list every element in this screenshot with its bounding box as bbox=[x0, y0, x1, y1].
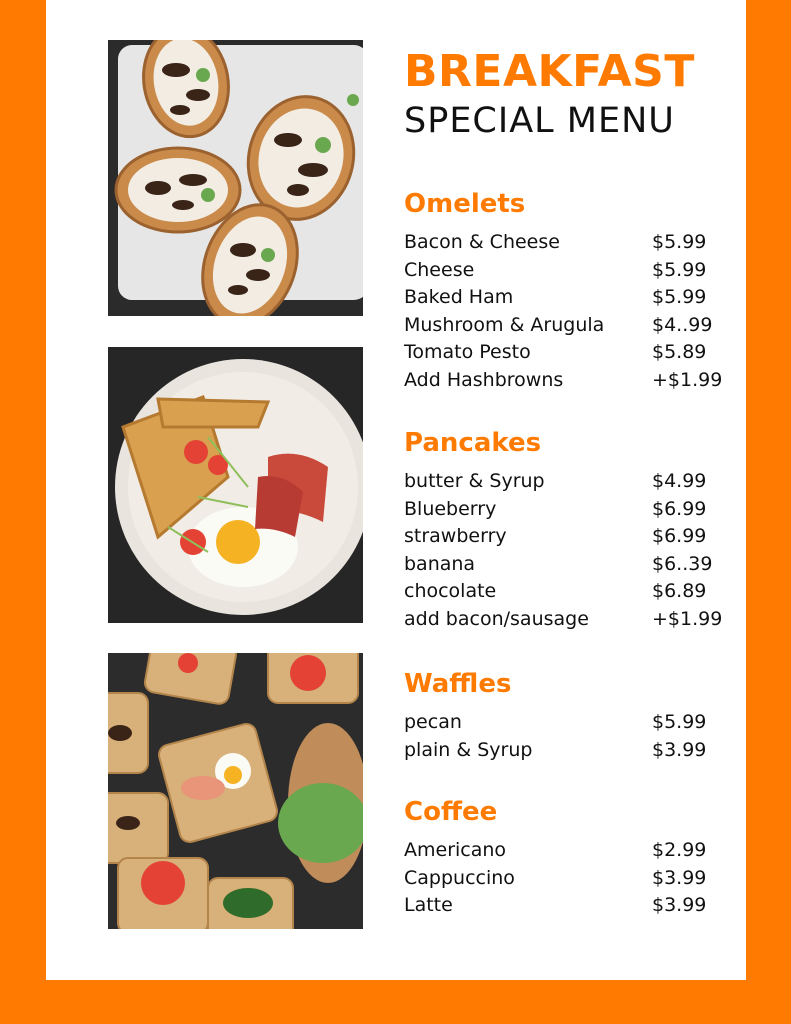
item-name: plain & Syrup bbox=[404, 738, 533, 761]
section-heading: Coffee bbox=[404, 797, 498, 827]
menu-item bbox=[404, 606, 723, 634]
item-price: $5.99 bbox=[652, 286, 707, 308]
open-sandwiches-photo bbox=[108, 653, 363, 929]
section-pancakes bbox=[404, 428, 723, 633]
menu-title: BREAKFAST bbox=[404, 46, 695, 97]
item-name: butter & Syrup bbox=[404, 470, 545, 492]
menu-item bbox=[404, 496, 714, 524]
menu-item bbox=[404, 737, 714, 765]
item-name: pecan bbox=[404, 711, 462, 733]
item-price: $2.99 bbox=[652, 839, 707, 861]
menu-item bbox=[404, 709, 714, 737]
item-price: $6.89 bbox=[652, 580, 707, 602]
item-price: $3.99 bbox=[652, 738, 707, 761]
item-name: Bacon & Cheese bbox=[404, 231, 560, 253]
section-waffles bbox=[404, 671, 714, 764]
section-heading: Omelets bbox=[404, 189, 526, 219]
item-name: Tomato Pesto bbox=[404, 341, 531, 363]
item-name: Add Hashbrowns bbox=[404, 368, 564, 391]
section-heading: Waffles bbox=[404, 669, 512, 699]
item-price: $4..99 bbox=[652, 313, 713, 336]
menu-item bbox=[404, 257, 714, 285]
item-name: add bacon/sausage bbox=[404, 607, 589, 630]
item-price: $3.99 bbox=[652, 894, 707, 916]
item-price: +$1.99 bbox=[652, 368, 723, 391]
section-heading: Pancakes bbox=[404, 428, 542, 458]
menu-item bbox=[404, 312, 714, 340]
item-name: Cappuccino bbox=[404, 866, 515, 889]
section-omelets bbox=[404, 189, 723, 394]
menu-item bbox=[404, 865, 714, 893]
item-name: banana bbox=[404, 552, 476, 575]
menu-item bbox=[404, 578, 714, 606]
menu-item bbox=[404, 551, 714, 579]
menu-item bbox=[404, 837, 714, 865]
item-name: Americano bbox=[404, 839, 507, 861]
item-name: chocolate bbox=[404, 580, 497, 602]
item-price: $5.99 bbox=[652, 258, 707, 281]
mushroom-toast-photo bbox=[108, 40, 363, 316]
item-price: $5.99 bbox=[652, 231, 707, 253]
item-name: Cheese bbox=[404, 258, 475, 281]
item-price: $3.99 bbox=[652, 866, 707, 889]
menu-item bbox=[404, 229, 714, 257]
menu-item bbox=[404, 367, 723, 395]
section-coffee bbox=[404, 799, 714, 920]
menu-item bbox=[404, 892, 714, 920]
item-price: $6.99 bbox=[652, 497, 707, 520]
item-name: Baked Ham bbox=[404, 286, 514, 308]
item-name: Blueberry bbox=[404, 497, 497, 520]
menu-item bbox=[404, 468, 714, 496]
item-price: $5.99 bbox=[652, 711, 707, 733]
item-price: $4.99 bbox=[652, 470, 707, 492]
egg-bacon-toast-photo bbox=[108, 347, 363, 623]
item-name: Mushroom & Arugula bbox=[404, 313, 605, 336]
menu-item bbox=[404, 339, 714, 367]
item-price: $6..39 bbox=[652, 552, 713, 575]
menu-subtitle: SPECIAL MENU bbox=[404, 101, 675, 141]
menu-item bbox=[404, 523, 714, 551]
item-price: $5.89 bbox=[652, 341, 707, 363]
menu-item bbox=[404, 284, 714, 312]
item-name: Latte bbox=[404, 894, 453, 916]
item-price: $6.99 bbox=[652, 525, 707, 547]
item-name: strawberry bbox=[404, 525, 507, 547]
menu-page bbox=[46, 0, 746, 980]
item-price: +$1.99 bbox=[652, 607, 723, 630]
